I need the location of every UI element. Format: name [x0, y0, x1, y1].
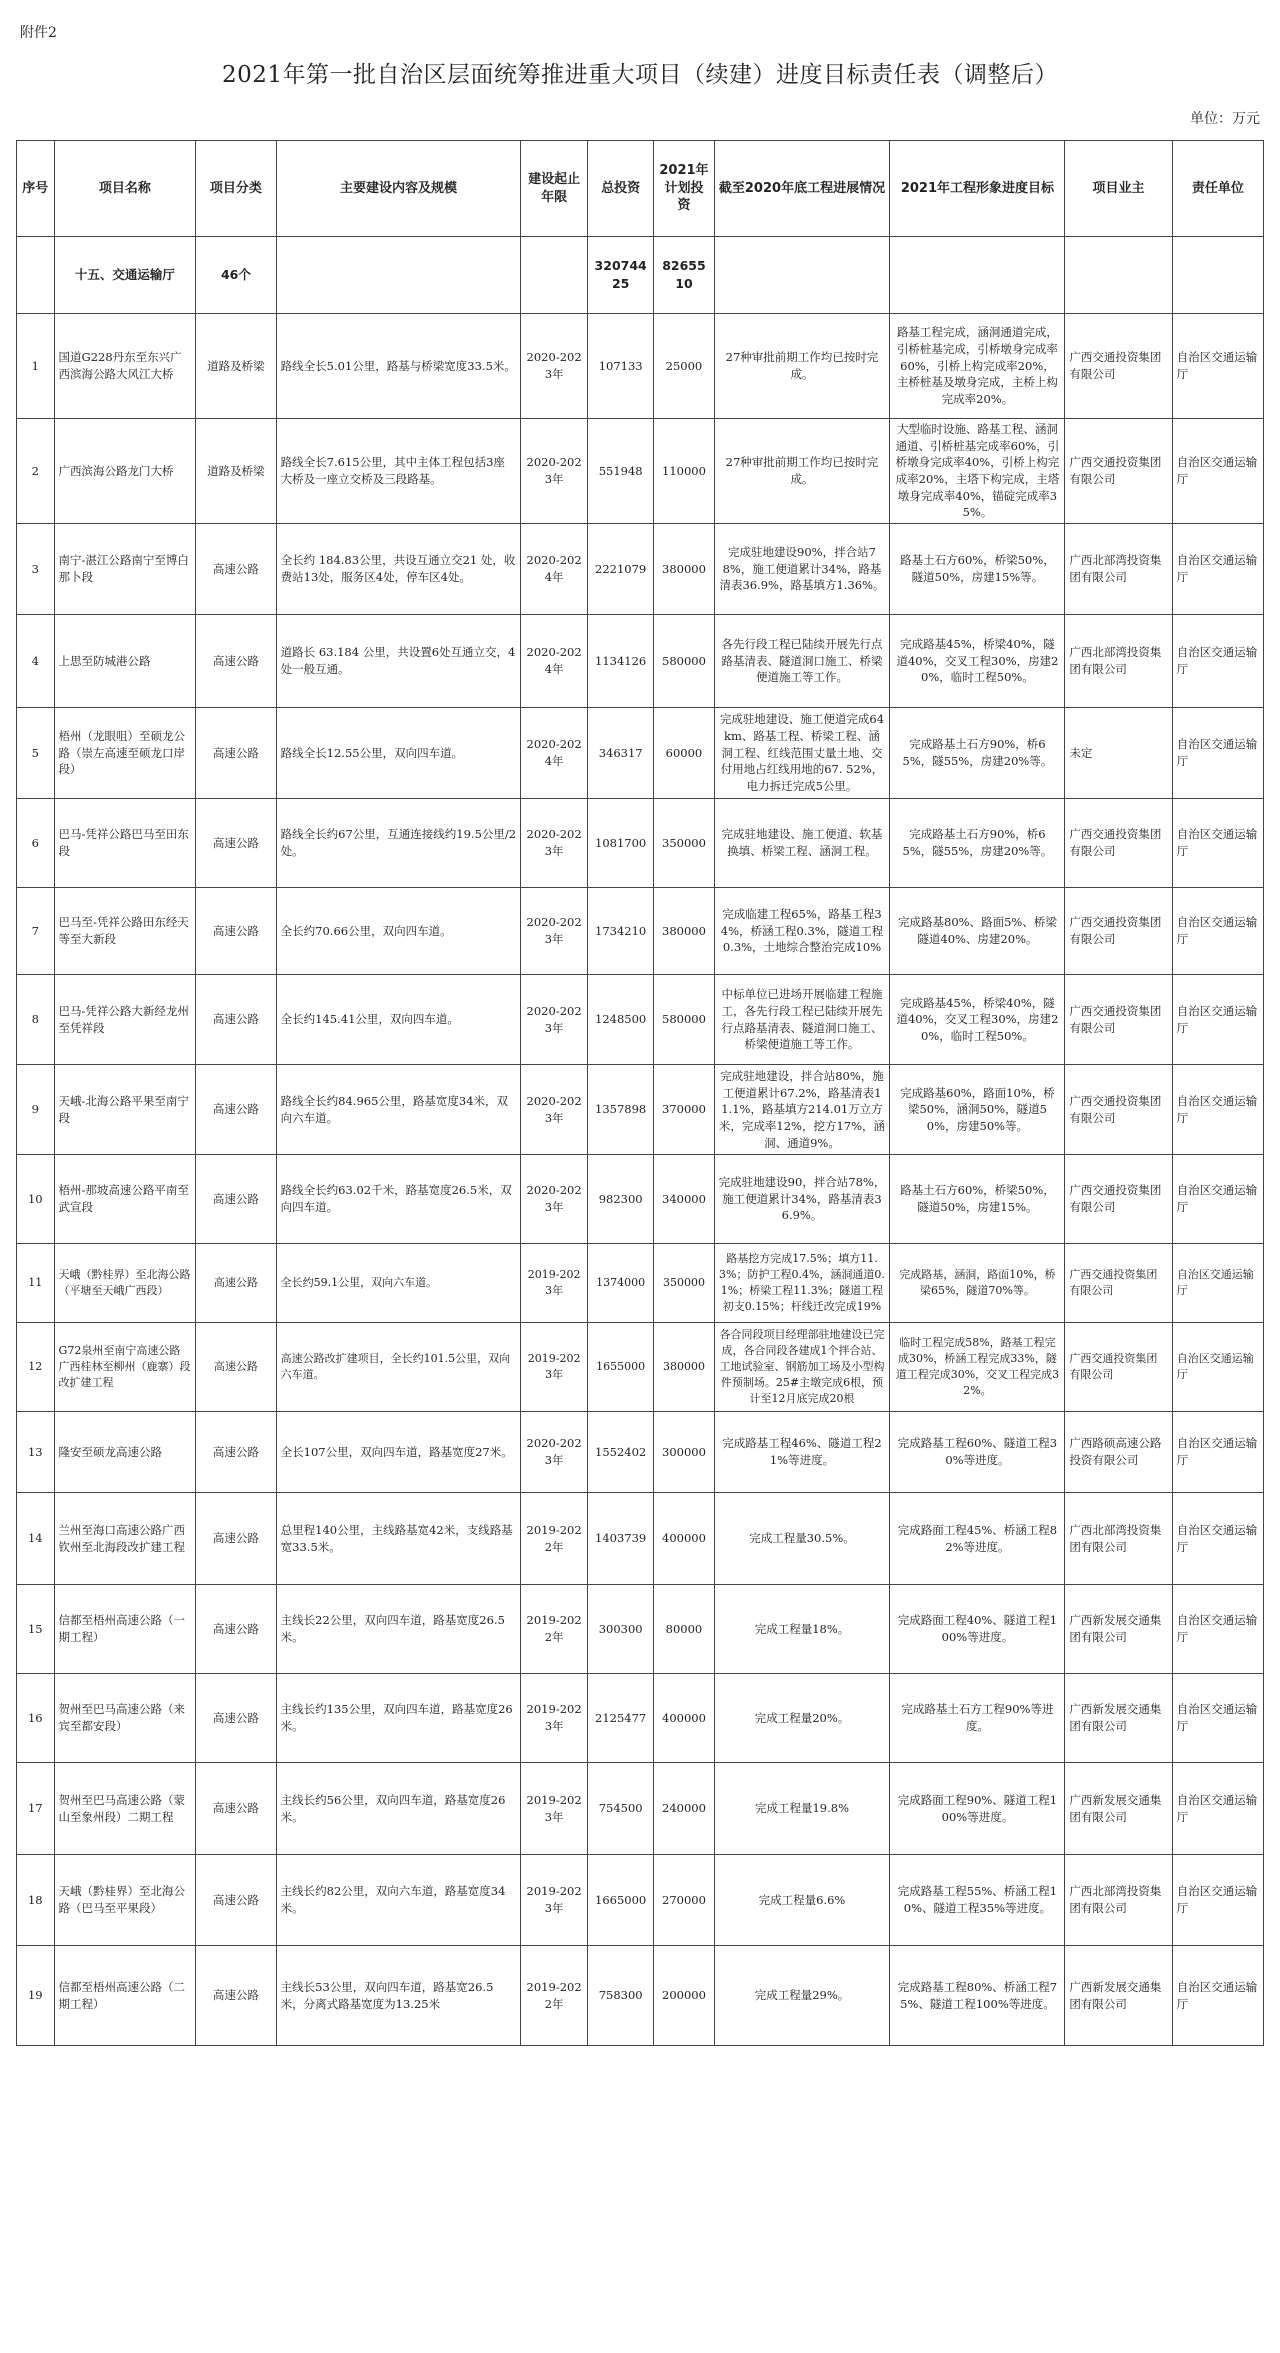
- row-category: 高速公路: [196, 888, 276, 975]
- row-responsible: 自治区交通运输厅: [1172, 1155, 1263, 1244]
- section-years: [521, 237, 588, 314]
- table-row: [17, 1493, 1264, 1585]
- row-total: 1655000: [587, 1323, 654, 1412]
- row-category: 高速公路: [196, 1155, 276, 1244]
- row-years: 2019-2023年: [521, 1674, 588, 1763]
- row-content: 全长约145.41公里，双向四车道。: [276, 975, 521, 1065]
- row-responsible: 自治区交通运输厅: [1172, 1585, 1263, 1674]
- row-content: 全长107公里，双向四车道，路基宽度27米。: [276, 1412, 521, 1493]
- row-owner: 广西交通投资集团有限公司: [1065, 888, 1172, 975]
- page-title: 2021年第一批自治区层面统筹推进重大项目（续建）进度目标责任表（调整后）: [221, 62, 1059, 88]
- row-plan: 370000: [654, 1065, 714, 1155]
- row-owner: 广西北部湾投资集团有限公司: [1065, 1493, 1172, 1585]
- row-plan: 380000: [654, 524, 714, 615]
- row-responsible: 自治区交通运输厅: [1172, 975, 1263, 1065]
- row-years: 2020-2023年: [521, 1412, 588, 1493]
- row-total: 300300: [587, 1585, 654, 1674]
- row-project-name: 国道G228丹东至东兴广西滨海公路大风江大桥: [54, 314, 196, 419]
- table-row: [17, 524, 1264, 615]
- row-no: 16: [17, 1674, 55, 1763]
- header-no: 序号: [17, 141, 55, 237]
- row-total: 1665000: [587, 1855, 654, 1946]
- row-owner: 广西交通投资集团有限公司: [1065, 1155, 1172, 1244]
- row-years: 2020-2023年: [521, 888, 588, 975]
- row-total: 1081700: [587, 799, 654, 888]
- row-owner: 广西交通投资集团有限公司: [1065, 1323, 1172, 1412]
- row-project-name: 天峨（黔桂界）至北海公路（平塘至天峨广西段）: [54, 1244, 196, 1323]
- row-content: 主线长约82公里，双向六车道，路基宽度34米。: [276, 1855, 521, 1946]
- row-total: 107133: [587, 314, 654, 419]
- row-plan: 80000: [654, 1585, 714, 1674]
- row-progress: 完成工程量18%。: [714, 1585, 890, 1674]
- row-years: 2019-2023年: [521, 1244, 588, 1323]
- row-category: 高速公路: [196, 1855, 276, 1946]
- row-target: 完成路基土石方90%，桥65%，隧55%，房建20%等。: [890, 799, 1065, 888]
- row-years: 2020-2023年: [521, 419, 588, 524]
- row-progress: 完成工程量29%。: [714, 1946, 890, 2046]
- row-project-name: 贺州至巴马高速公路（来宾至都安段）: [54, 1674, 196, 1763]
- row-total: 2221079: [587, 524, 654, 615]
- row-responsible: 自治区交通运输厅: [1172, 1946, 1263, 2046]
- header-plan: 2021年计划投资: [654, 141, 714, 237]
- row-progress: 完成临建工程65%，路基工程34%，桥涵工程0.3%，隧道工程0.3%，土地综合整治完成10%: [714, 888, 890, 975]
- row-years: 2019-2022年: [521, 1946, 588, 2046]
- row-target: 大型临时设施、路基工程、涵洞通道、引桥桩基完成率60%，引桥墩身完成率40%，引桥上构完成率20%，主塔下构完成，主塔墩身完成率40%，锚碇完成率35%。: [890, 419, 1065, 524]
- row-target: 完成路基土石方工程90%等进度。: [890, 1674, 1065, 1763]
- attachment-label: 附件2: [20, 25, 57, 41]
- row-category: 道路及桥梁: [196, 314, 276, 419]
- row-total: 551948: [587, 419, 654, 524]
- row-project-name: 广西滨海公路龙门大桥: [54, 419, 196, 524]
- table-row: [17, 419, 1264, 524]
- row-project-name: 巴马至-凭祥公路田东经天等至大新段: [54, 888, 196, 975]
- row-target: 临时工程完成58%，路基工程完成30%，桥涵工程完成33%，隧道工程完成30%，交叉工程完成32%。: [890, 1323, 1065, 1412]
- table-header-row: [17, 141, 1264, 237]
- row-content: 路线全长约84.965公里，路基宽度34米，双向六车道。: [276, 1065, 521, 1155]
- row-progress: 完成工程量19.8%: [714, 1763, 890, 1855]
- section-name: 十五、交通运输厅: [54, 237, 196, 314]
- row-plan: 350000: [654, 799, 714, 888]
- row-target: 完成路基45%，桥梁40%，隧道40%，交叉工程30%，房建20%，临时工程50%。: [890, 975, 1065, 1065]
- row-owner: 广西新发展交通集团有限公司: [1065, 1585, 1172, 1674]
- row-total: 1374000: [587, 1244, 654, 1323]
- row-responsible: 自治区交通运输厅: [1172, 708, 1263, 799]
- row-no: 7: [17, 888, 55, 975]
- header-progress: 截至2020年底工程进展情况: [714, 141, 890, 237]
- row-progress: 完成驻地建设、施工便道、软基换填、桥梁工程、涵洞工程。: [714, 799, 890, 888]
- row-no: 13: [17, 1412, 55, 1493]
- row-progress: 各合同段项目经理部驻地建设已完成，各合同段各建成1个拌合站、工地试验室、钢筋加工场及小型构件预制场。25#主墩完成6根，预计至12月底完成20根: [714, 1323, 890, 1412]
- row-category: 高速公路: [196, 1065, 276, 1155]
- row-plan: 25000: [654, 314, 714, 419]
- row-content: 路线全长5.01公里，路基与桥梁宽度33.5米。: [276, 314, 521, 419]
- row-target: 完成路基土石方90%，桥65%，隧55%，房建20%等。: [890, 708, 1065, 799]
- section-row: [17, 237, 1264, 314]
- row-responsible: 自治区交通运输厅: [1172, 1323, 1263, 1412]
- row-category: 高速公路: [196, 1585, 276, 1674]
- row-owner: 广西新发展交通集团有限公司: [1065, 1674, 1172, 1763]
- table-row: [17, 314, 1264, 419]
- row-content: 路线全长约63.02千米，路基宽度26.5米，双向四车道。: [276, 1155, 521, 1244]
- row-content: 路线全长7.615公里，其中主体工程包括3座大桥及一座立交桥及三段路基。: [276, 419, 521, 524]
- row-responsible: 自治区交通运输厅: [1172, 615, 1263, 708]
- row-plan: 200000: [654, 1946, 714, 2046]
- row-category: 高速公路: [196, 1763, 276, 1855]
- row-total: 2125477: [587, 1674, 654, 1763]
- table-row: [17, 1323, 1264, 1412]
- row-total: 758300: [587, 1946, 654, 2046]
- row-years: 2020-2023年: [521, 1155, 588, 1244]
- row-responsible: 自治区交通运输厅: [1172, 1412, 1263, 1493]
- row-total: 982300: [587, 1155, 654, 1244]
- row-target: 完成路基，涵洞，路面10%，桥梁65%，隧道70%等。: [890, 1244, 1065, 1323]
- row-total: 1403739: [587, 1493, 654, 1585]
- row-total: 1552402: [587, 1412, 654, 1493]
- row-total: 1248500: [587, 975, 654, 1065]
- row-years: 2020-2023年: [521, 799, 588, 888]
- header-owner: 项目业主: [1065, 141, 1172, 237]
- row-category: 高速公路: [196, 1946, 276, 2046]
- row-responsible: 自治区交通运输厅: [1172, 419, 1263, 524]
- row-owner: 广西交通投资集团有限公司: [1065, 314, 1172, 419]
- row-content: 主线长22公里，双向四车道，路基宽度26.5米。: [276, 1585, 521, 1674]
- row-plan: 580000: [654, 975, 714, 1065]
- row-content: 全长约59.1公里，双向六车道。: [276, 1244, 521, 1323]
- row-category: 高速公路: [196, 1244, 276, 1323]
- row-content: 主线长约56公里，双向四车道，路基宽度26米。: [276, 1763, 521, 1855]
- row-owner: 未定: [1065, 708, 1172, 799]
- row-responsible: 自治区交通运输厅: [1172, 1763, 1263, 1855]
- row-content: 全长约70.66公里，双向四车道。: [276, 888, 521, 975]
- row-progress: 路基挖方完成17.5%；填方11.3%；防护工程0.4%，涵洞通道0.1%；桥梁工程11.3%；隧道工程初支0.15%；杆线迁改完成19%: [714, 1244, 890, 1323]
- row-no: 14: [17, 1493, 55, 1585]
- row-project-name: 贺州至巴马高速公路（蒙山至象州段）二期工程: [54, 1763, 196, 1855]
- row-project-name: 上思至防城港公路: [54, 615, 196, 708]
- row-no: 19: [17, 1946, 55, 2046]
- row-progress: 完成驻地建设、施工便道完成64km、路基工程、桥梁工程、涵洞工程、红线范围丈量土地、交付用地占红线用地的67. 52%，电力拆迁完成5公里。: [714, 708, 890, 799]
- row-project-name: 南宁-湛江公路南宁至博白那卜段: [54, 524, 196, 615]
- section-no: [17, 237, 55, 314]
- section-plan: 8265510: [654, 237, 714, 314]
- row-no: 4: [17, 615, 55, 708]
- table-row: [17, 975, 1264, 1065]
- row-total: 1134126: [587, 615, 654, 708]
- row-years: 2020-2023年: [521, 1065, 588, 1155]
- row-no: 11: [17, 1244, 55, 1323]
- row-no: 3: [17, 524, 55, 615]
- row-no: 1: [17, 314, 55, 419]
- header-name: 项目名称: [54, 141, 196, 237]
- row-years: 2020-2024年: [521, 708, 588, 799]
- row-target: 完成路基60%，路面10%，桥梁50%，涵洞50%，隧道50%，房建50%等。: [890, 1065, 1065, 1155]
- row-no: 9: [17, 1065, 55, 1155]
- row-content: 高速公路改扩建项目，全长约101.5公里，双向六车道。: [276, 1323, 521, 1412]
- row-owner: 广西北部湾投资集团有限公司: [1065, 524, 1172, 615]
- row-plan: 270000: [654, 1855, 714, 1946]
- row-responsible: 自治区交通运输厅: [1172, 524, 1263, 615]
- row-plan: 60000: [654, 708, 714, 799]
- row-category: 高速公路: [196, 524, 276, 615]
- row-target: 完成路基45%，桥梁40%，隧道40%，交叉工程30%，房建20%，临时工程50%。: [890, 615, 1065, 708]
- row-target: 完成路面工程90%、隧道工程100%等进度。: [890, 1763, 1065, 1855]
- row-total: 754500: [587, 1763, 654, 1855]
- row-progress: 完成工程量30.5%。: [714, 1493, 890, 1585]
- row-years: 2019-2022年: [521, 1585, 588, 1674]
- row-progress: 完成路基工程46%、隧道工程21%等进度。: [714, 1412, 890, 1493]
- row-project-name: 兰州至海口高速公路广西钦州至北海段改扩建工程: [54, 1493, 196, 1585]
- table-row: [17, 1585, 1264, 1674]
- row-target: 完成路基工程55%、桥涵工程10%、隧道工程35%等进度。: [890, 1855, 1065, 1946]
- section-total: 32074425: [587, 237, 654, 314]
- row-plan: 340000: [654, 1155, 714, 1244]
- row-progress: 27种审批前期工作均已按时完成。: [714, 314, 890, 419]
- row-category: 高速公路: [196, 708, 276, 799]
- row-owner: 广西新发展交通集团有限公司: [1065, 1946, 1172, 2046]
- row-plan: 300000: [654, 1412, 714, 1493]
- section-responsible: [1172, 237, 1263, 314]
- row-progress: 各先行段工程已陆续开展先行点路基清表、隧道洞口施工、桥梁便道施工等工作。: [714, 615, 890, 708]
- row-years: 2020-2024年: [521, 615, 588, 708]
- row-content: 道路长 63.184 公里，共设置6处互通立交，4处一般互通。: [276, 615, 521, 708]
- row-content: 路线全长约67公里，互通连接线约19.5公里/2处。: [276, 799, 521, 888]
- row-progress: 完成工程量20%。: [714, 1674, 890, 1763]
- row-no: 17: [17, 1763, 55, 1855]
- row-project-name: 梧州-那坡高速公路平南至武宣段: [54, 1155, 196, 1244]
- progress-table: [16, 140, 1264, 2046]
- unit-label: 单位：万元: [1190, 111, 1260, 127]
- section-content: [276, 237, 521, 314]
- table-row: [17, 615, 1264, 708]
- row-content: 主线长约135公里，双向四车道，路基宽度26米。: [276, 1674, 521, 1763]
- row-years: 2019-2022年: [521, 1493, 588, 1585]
- row-no: 6: [17, 799, 55, 888]
- row-no: 12: [17, 1323, 55, 1412]
- header-category: 项目分类: [196, 141, 276, 237]
- row-years: 2020-2023年: [521, 314, 588, 419]
- row-plan: 110000: [654, 419, 714, 524]
- row-plan: 380000: [654, 1323, 714, 1412]
- row-responsible: 自治区交通运输厅: [1172, 1674, 1263, 1763]
- row-project-name: 信都至梧州高速公路（二期工程）: [54, 1946, 196, 2046]
- row-responsible: 自治区交通运输厅: [1172, 1244, 1263, 1323]
- row-no: 5: [17, 708, 55, 799]
- row-target: 路基土石方60%，桥梁50%，隧道50%，房建15%。: [890, 1155, 1065, 1244]
- row-project-name: 巴马-凭祥公路巴马至田东段: [54, 799, 196, 888]
- row-responsible: 自治区交通运输厅: [1172, 888, 1263, 975]
- table-row: [17, 1674, 1264, 1763]
- table-row: [17, 1155, 1264, 1244]
- row-years: 2019-2023年: [521, 1855, 588, 1946]
- row-years: 2019-2023年: [521, 1323, 588, 1412]
- row-responsible: 自治区交通运输厅: [1172, 799, 1263, 888]
- row-target: 完成路面工程45%、桥涵工程82%等进度。: [890, 1493, 1065, 1585]
- row-progress: 27种审批前期工作均已按时完成。: [714, 419, 890, 524]
- row-project-name: G72泉州至南宁高速公路广西桂林至柳州（鹿寨）段改扩建工程: [54, 1323, 196, 1412]
- row-target: 完成路基80%、路面5%、桥梁隧道40%、房建20%。: [890, 888, 1065, 975]
- row-responsible: 自治区交通运输厅: [1172, 1493, 1263, 1585]
- row-responsible: 自治区交通运输厅: [1172, 1855, 1263, 1946]
- row-target: 路基工程完成，涵洞通道完成，引桥桩基完成，引桥墩身完成率60%，引桥上构完成率20%，主桥桩基及墩身完成，主桥上构完成率20%。: [890, 314, 1065, 419]
- row-owner: 广西交通投资集团有限公司: [1065, 799, 1172, 888]
- row-target: 完成路基工程80%、桥涵工程75%、隧道工程100%等进度。: [890, 1946, 1065, 2046]
- row-category: 高速公路: [196, 1412, 276, 1493]
- table-row: [17, 1855, 1264, 1946]
- row-project-name: 梧州（龙眼咀）至硕龙公路（崇左高速至硕龙口岸段）: [54, 708, 196, 799]
- row-no: 10: [17, 1155, 55, 1244]
- row-owner: 广西北部湾投资集团有限公司: [1065, 615, 1172, 708]
- row-content: 主线长53公里，双向四车道，路基宽26.5米，分离式路基宽度为13.25米: [276, 1946, 521, 2046]
- table-row: [17, 708, 1264, 799]
- header-responsible: 责任单位: [1172, 141, 1263, 237]
- row-owner: 广西北部湾投资集团有限公司: [1065, 1855, 1172, 1946]
- row-project-name: 信都至梧州高速公路（一期工程）: [54, 1585, 196, 1674]
- header-target: 2021年工程形象进度目标: [890, 141, 1065, 237]
- table-row: [17, 1065, 1264, 1155]
- row-project-name: 天峨-北海公路平果至南宁段: [54, 1065, 196, 1155]
- row-owner: 广西交通投资集团有限公司: [1065, 975, 1172, 1065]
- row-progress: 完成驻地建设，拌合站80%，施工便道累计67.2%，路基清表11.1%，路基填方214.01万立方米，完成率12%，挖方17%，涵洞、通道9%。: [714, 1065, 890, 1155]
- row-owner: 广西新发展交通集团有限公司: [1065, 1763, 1172, 1855]
- row-category: 高速公路: [196, 615, 276, 708]
- row-progress: 完成驻地建设90%，拌合站78%，施工便道累计34%，路基清表36.9%，路基填方1.36%。: [714, 524, 890, 615]
- section-owner: [1065, 237, 1172, 314]
- row-progress: 完成工程量6.6%: [714, 1855, 890, 1946]
- row-years: 2020-2023年: [521, 975, 588, 1065]
- table-row: [17, 799, 1264, 888]
- row-owner: 广西交通投资集团有限公司: [1065, 1065, 1172, 1155]
- row-progress: 完成驻地建设90，拌合站78%，施工便道累计34%，路基清表36.9%。: [714, 1155, 890, 1244]
- table-row: [17, 1412, 1264, 1493]
- header-total: 总投资: [587, 141, 654, 237]
- row-category: 道路及桥梁: [196, 419, 276, 524]
- row-category: 高速公路: [196, 1674, 276, 1763]
- table-row: [17, 1244, 1264, 1323]
- row-plan: 350000: [654, 1244, 714, 1323]
- row-project-name: 巴马-凭祥公路大新经龙州至凭祥段: [54, 975, 196, 1065]
- row-content: 路线全长12.55公里，双向四车道。: [276, 708, 521, 799]
- section-category: 46个: [196, 237, 276, 314]
- row-project-name: 天峨（黔桂界）至北海公路（巴马至平果段）: [54, 1855, 196, 1946]
- row-owner: 广西交通投资集团有限公司: [1065, 1244, 1172, 1323]
- row-no: 2: [17, 419, 55, 524]
- section-target: [890, 237, 1065, 314]
- row-plan: 400000: [654, 1493, 714, 1585]
- row-total: 346317: [587, 708, 654, 799]
- table-row: [17, 1763, 1264, 1855]
- row-target: 完成路面工程40%、隧道工程100%等进度。: [890, 1585, 1065, 1674]
- row-plan: 240000: [654, 1763, 714, 1855]
- table-row: [17, 1946, 1264, 2046]
- row-plan: 400000: [654, 1674, 714, 1763]
- row-category: 高速公路: [196, 975, 276, 1065]
- row-target: 路基土石方60%，桥梁50%，隧道50%，房建15%等。: [890, 524, 1065, 615]
- header-content: 主要建设内容及规模: [276, 141, 521, 237]
- row-plan: 580000: [654, 615, 714, 708]
- row-category: 高速公路: [196, 1323, 276, 1412]
- row-content: 总里程140公里，主线路基宽42米，支线路基宽33.5米。: [276, 1493, 521, 1585]
- section-progress: [714, 237, 890, 314]
- row-years: 2020-2024年: [521, 524, 588, 615]
- row-responsible: 自治区交通运输厅: [1172, 1065, 1263, 1155]
- row-responsible: 自治区交通运输厅: [1172, 314, 1263, 419]
- row-category: 高速公路: [196, 799, 276, 888]
- row-content: 全长约 184.83公里，共设互通立交21 处，收费站13处，服务区4处，停车区4处。: [276, 524, 521, 615]
- row-target: 完成路基工程60%、隧道工程30%等进度。: [890, 1412, 1065, 1493]
- row-total: 1357898: [587, 1065, 654, 1155]
- row-progress: 中标单位已进场开展临建工程施工，各先行段工程已陆续开展先行点路基清表、隧道洞口施工、桥梁便道施工等工作。: [714, 975, 890, 1065]
- row-total: 1734210: [587, 888, 654, 975]
- row-no: 18: [17, 1855, 55, 1946]
- row-category: 高速公路: [196, 1493, 276, 1585]
- row-no: 8: [17, 975, 55, 1065]
- row-no: 15: [17, 1585, 55, 1674]
- row-years: 2019-2023年: [521, 1763, 588, 1855]
- row-plan: 380000: [654, 888, 714, 975]
- row-owner: 广西交通投资集团有限公司: [1065, 419, 1172, 524]
- table-row: [17, 888, 1264, 975]
- row-owner: 广西路硕高速公路投资有限公司: [1065, 1412, 1172, 1493]
- header-years: 建设起止年限: [521, 141, 588, 237]
- row-project-name: 隆安至硕龙高速公路: [54, 1412, 196, 1493]
